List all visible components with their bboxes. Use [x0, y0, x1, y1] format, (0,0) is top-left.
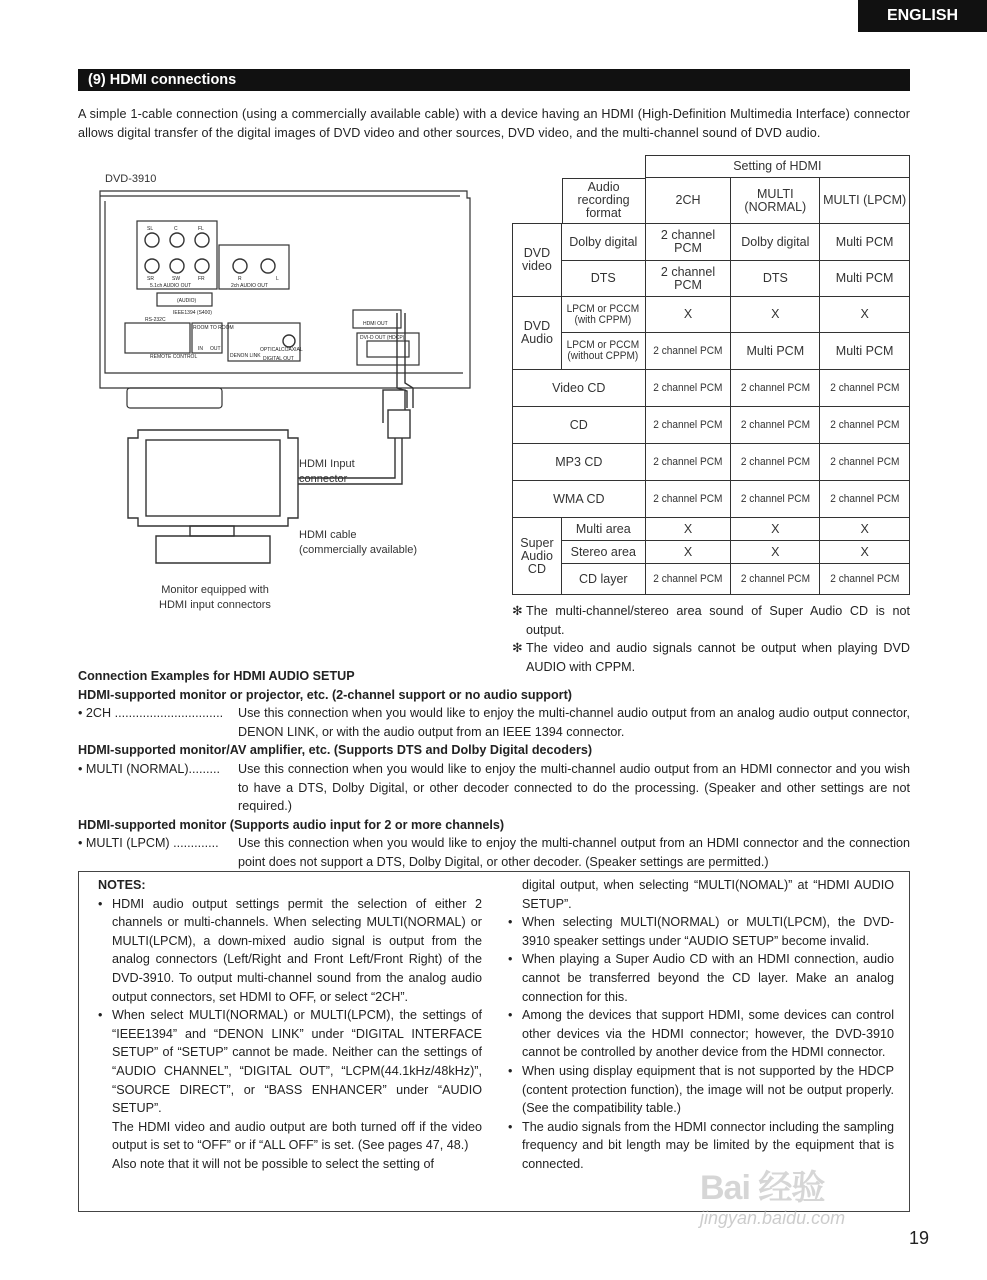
- table-notes: [512, 602, 910, 676]
- hdmi-settings-table: [512, 155, 910, 595]
- table-cell: 2 channel PCM: [645, 224, 731, 261]
- table-cell: 2 channel PCM: [645, 261, 731, 297]
- label-r: R: [238, 276, 242, 282]
- group-mp3-cd: MP3 CD: [513, 444, 646, 481]
- table-cell: 2 channel PCM: [823, 407, 906, 444]
- group-sacd: Super Audio CD: [513, 518, 562, 595]
- format-stereo-area: Stereo area: [561, 541, 645, 564]
- format-header: Audio recording format: [562, 178, 645, 224]
- group-video-cd: Video CD: [513, 370, 646, 407]
- hdmi-cable: [383, 313, 413, 423]
- table-cell: Dolby digital: [731, 224, 820, 261]
- table-cell: 2 channel PCM: [734, 481, 816, 518]
- hdmi-cable-label: HDMI cable (commercially available): [299, 529, 417, 556]
- device-label: DVD-3910: [105, 173, 157, 185]
- group-dvd-audio: DVD Audio: [513, 297, 562, 370]
- watermark-url: jingyan.baidu.com: [700, 1208, 846, 1228]
- table-cell: 2 channel PCM: [734, 564, 816, 595]
- label-optical: OPTICAL: [260, 347, 282, 353]
- table-cell: X: [645, 297, 731, 333]
- note-item: • The audio signals from the HDMI connector including the sampling frequency and bit length may be limited by the equipment that is connected.: [508, 1118, 894, 1174]
- table-cell: 2 channel PCM: [649, 407, 728, 444]
- label-sr: SR: [147, 276, 154, 282]
- page-number: 19: [908, 1228, 929, 1248]
- table-corner: [513, 156, 646, 224]
- connection-examples: [78, 667, 910, 872]
- table-cell: 2 channel PCM: [734, 370, 816, 407]
- table-cell: 2 channel PCM: [823, 564, 906, 595]
- format-lpcm-with: LPCM or PCCM (with CPPM): [565, 297, 642, 333]
- language-tab: ENGLISH: [858, 0, 987, 32]
- format-dolby: Dolby digital: [561, 224, 645, 261]
- table-cell: Multi PCM: [820, 333, 910, 370]
- label-out: OUT: [210, 346, 221, 352]
- label-room: ROOM TO ROOM: [193, 325, 234, 331]
- table-cell: X: [731, 518, 820, 541]
- table-cell: 2 channel PCM: [823, 444, 906, 481]
- label-digout: DIGITAL OUT: [263, 356, 294, 362]
- table-cell: Multi PCM: [820, 224, 910, 261]
- label-remote: REMOTE CONTROL: [150, 354, 198, 360]
- label-audio: (AUDIO): [177, 298, 197, 304]
- table-cell: 2 channel PCM: [649, 564, 728, 595]
- connection-heading: HDMI-supported monitor/AV amplifier, etc. (Supports DTS and Dolby Digital decoders): [78, 743, 593, 758]
- format-lpcm-without: LPCM or PCCM (without CPPM): [565, 333, 642, 370]
- label-ieee: IEEE1394 (S400): [173, 310, 212, 316]
- table-cell: 2 channel PCM: [734, 407, 816, 444]
- label-dviout: DVI-D OUT (HDCP): [360, 335, 405, 341]
- note-paragraph: The HDMI video and audio output are both turned off if the video output is set to “OFF” or if “ALL OFF” is set. (See pages 47, 48.): [112, 1119, 482, 1153]
- format-dts: DTS: [561, 261, 645, 297]
- label-fr: FR: [198, 276, 205, 282]
- label-hdmiout: HDMI OUT: [363, 321, 388, 327]
- connection-heading: HDMI-supported monitor or projector, etc. (2-channel support or no audio support): [78, 687, 572, 702]
- table-cell: 2 channel PCM: [649, 444, 728, 481]
- table-cell: 2 channel PCM: [649, 481, 728, 518]
- connection-item: • MULTI (LPCM) ............. Use this connection when you would like to enjoy the multi-channel output from an HDMI connector and the connection point does not support a DTS, Dolby Digital, or other decoder. (Speaker settings are permitted.): [78, 836, 910, 869]
- label-sl: SL: [147, 226, 154, 232]
- note-continuation: digital output, when selecting “MULTI(NOMAL)” at “HDMI AUDIO SETUP”.: [522, 878, 894, 911]
- label-51ch: 5.1ch AUDIO OUT: [150, 283, 192, 289]
- connection-diagram: [95, 183, 475, 423]
- connection-item: • 2CH ............................... Use this connection when you would like to enjoy the multi-channel audio output from an analog audio output connector, DENON LINK, or with the audio output from an IEEE 1394 connector.: [78, 706, 910, 739]
- note-item: • When playing a Super Audio CD with an HDMI connection, audio cannot be transferred beyond the CD layer. Make an analog connection for this.: [508, 950, 894, 1006]
- group-dvd-video: DVD video: [513, 224, 562, 297]
- label-in: IN: [198, 346, 203, 352]
- note-item: • When select MULTI(NORMAL) or MULTI(LPCM), the settings of “IEEE1394” and “DENON LINK” under “DIGITAL INTERFACE SETUP” of “SETUP” cannot be made. Neither can the settings of “AUDIO CHANNEL”, “DIGITAL OUT”, “LCPM(44.1kHz/48kHz)”, “SOURCE DIRECT”, or “BASS ENHANCER” under “AUDIO SETUP”.: [98, 1006, 482, 1118]
- table-cell: 2 channel PCM: [823, 370, 906, 407]
- note-item: • Among the devices that support HDMI, some devices can control other devices via the HDMI connector; however, the DVD-3910 cannot be controlled by another device from the HDMI connector.: [508, 1006, 894, 1062]
- connection-heading: HDMI-supported monitor (Supports audio input for 2 or more channels): [78, 817, 505, 832]
- col-multi-lpcm: MULTI (LPCM): [820, 178, 910, 224]
- note-item: • When using display equipment that is not supported by the HDCP (content protection function), the image will not be output properly. (See the compatibility table.): [508, 1062, 894, 1118]
- col-2ch: 2CH: [645, 178, 731, 224]
- table-cell: X: [820, 541, 910, 564]
- table-cell: X: [645, 518, 731, 541]
- format-multi-area: Multi area: [561, 518, 645, 541]
- dvd-player-rear-panel: [100, 191, 470, 408]
- notes-title: NOTES:: [98, 878, 146, 892]
- table-note: ✻ The video and audio signals cannot be output when playing DVD AUDIO with CPPM.: [512, 641, 910, 674]
- note-item: • HDMI audio output settings permit the selection of either 2 channels or multi-channels. When selecting MULTI(NORMAL) or MULTI(LPCM), a down-mixed audio signal is output from the analog connectors (Left/Right and Front Left/Front Right) of the DVD-3910. To output multi-channel sound from the analog audio output connectors, set HDMI to OFF, or select “2CH”.: [98, 895, 482, 1007]
- notes-left-column: [98, 876, 482, 1174]
- note-paragraph: Also note that it will not be possible to select the setting of: [112, 1156, 435, 1171]
- table-cell: 2 channel PCM: [649, 333, 728, 370]
- table-cell: X: [820, 297, 910, 333]
- label-sw: SW: [172, 276, 181, 282]
- group-cd: CD: [513, 407, 646, 444]
- notes-right-column: [508, 876, 894, 1174]
- table-cell: 2 channel PCM: [734, 444, 816, 481]
- table-cell: X: [820, 518, 910, 541]
- monitor-label: Monitor equipped with HDMI input connectors: [159, 584, 271, 611]
- table-cell: DTS: [731, 261, 820, 297]
- label-l: L: [276, 276, 279, 282]
- label-rs232: RS-232C: [145, 317, 166, 323]
- connection-title: Connection Examples for HDMI AUDIO SETUP: [78, 669, 355, 683]
- table-cell: 2 channel PCM: [649, 370, 728, 407]
- table-cell: 2 channel PCM: [823, 481, 906, 518]
- hdmi-input-label: HDMI Input connector: [299, 458, 355, 485]
- section-title: (9) HDMI connections: [78, 69, 910, 91]
- table-note: ✻ The multi-channel/stereo area sound of Super Audio CD is not output.: [512, 604, 910, 637]
- intro-paragraph: A simple 1-cable connection (using a commercially available cable) with a device having an HDMI (High-Definition Multimedia Interface) connector allows digital transfer of the digital images of DVD video and other sources, DVD video, and the multi-channel sound of DVD audio.: [78, 107, 910, 140]
- note-item: • When selecting MULTI(NORMAL) or MULTI(LPCM), the DVD-3910 speaker settings under “AUDIO SETUP” become invalid.: [508, 913, 894, 950]
- col-multi-normal: MULTI (NORMAL): [731, 178, 820, 224]
- label-coaxial: COAXIAL: [281, 347, 303, 353]
- group-wma-cd: WMA CD: [513, 481, 646, 518]
- table-cell: X: [731, 297, 820, 333]
- label-2ch: 2ch AUDIO OUT: [231, 283, 268, 289]
- table-cell: X: [731, 541, 820, 564]
- table-cell: Multi PCM: [731, 333, 820, 370]
- table-cell: X: [645, 541, 731, 564]
- label-fl: FL: [198, 226, 204, 232]
- setting-header: Setting of HDMI: [645, 156, 909, 178]
- watermark-logo: Bai 经验: [700, 1169, 825, 1207]
- connection-item: • MULTI (NORMAL)......... Use this connection when you would like to enjoy the multi-channel audio output from an HDMI connector and you wish to have a DTS, Dolby Digital, or other decoder connected to do the processing. (Speaker and other settings are not required.): [78, 761, 910, 814]
- label-denonlink: DENON LINK: [230, 353, 261, 359]
- table-cell: Multi PCM: [820, 261, 910, 297]
- label-c: C: [174, 226, 178, 232]
- format-cd-layer: CD layer: [561, 564, 645, 595]
